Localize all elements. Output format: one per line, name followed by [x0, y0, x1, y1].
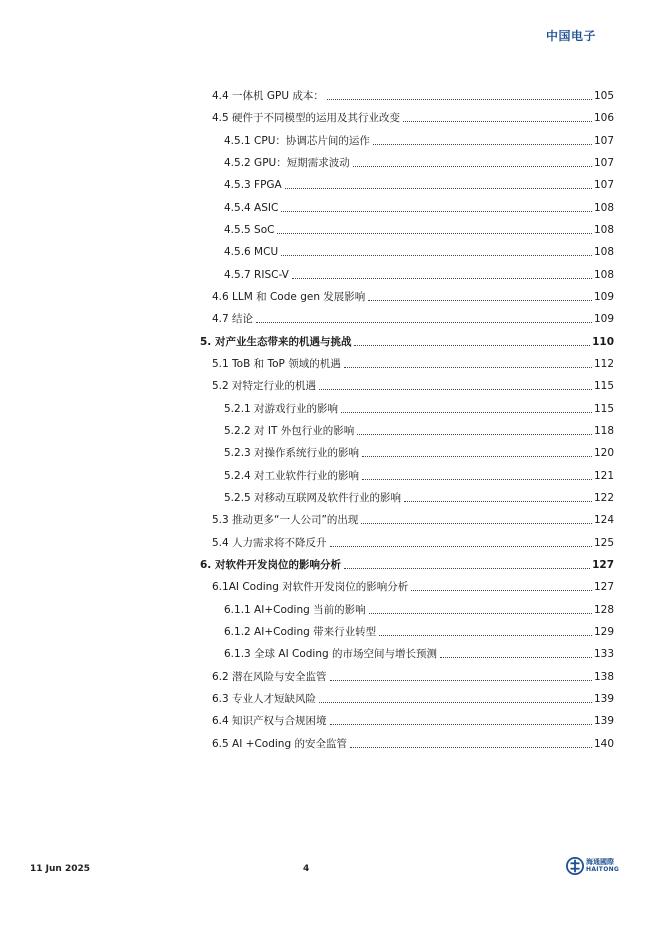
toc-entry[interactable] — [224, 400, 614, 416]
toc-entry-title: 4.5.7 RISC-V — [224, 269, 289, 281]
toc-entry[interactable] — [224, 623, 614, 639]
toc-entry[interactable] — [224, 154, 614, 170]
toc-dot-leader — [319, 702, 592, 703]
toc-entry-page: 124 — [593, 514, 614, 526]
toc-entry-page: 139 — [593, 693, 614, 705]
toc-entry-title: 4.5.5 SoC — [224, 224, 275, 236]
toc-entry[interactable] — [224, 243, 614, 259]
toc-entry-title: 6.1.1 AI+Coding 当前的影响 — [224, 604, 366, 616]
toc-dot-leader — [411, 590, 592, 591]
toc-entry-page: 125 — [593, 537, 614, 549]
toc-dot-leader — [319, 389, 592, 390]
toc-entry-page: 127 — [592, 559, 614, 571]
toc-entry[interactable] — [212, 735, 614, 751]
toc-entry[interactable] — [224, 176, 614, 192]
toc-dot-leader — [440, 657, 592, 658]
toc-dot-leader — [256, 322, 592, 323]
toc-entry-title: 5.2 对特定行业的机遇 — [212, 380, 317, 392]
toc-entry-title: 4.5 硬件于不同模型的运用及其行业改变 — [212, 112, 401, 124]
toc-entry-title: 6.2 潜在风险与安全监管 — [212, 671, 327, 683]
haitong-logo-icon — [566, 857, 584, 875]
toc-entry-page: 118 — [593, 425, 614, 437]
toc-dot-leader — [373, 144, 592, 145]
toc-entry-title: 4.5.3 FPGA — [224, 179, 282, 191]
toc-dot-leader — [403, 121, 592, 122]
toc-entry[interactable] — [212, 578, 614, 594]
logo-english-name: HAITONG — [586, 866, 620, 873]
report-header-title: 中国电子 — [546, 29, 597, 43]
toc-dot-leader — [368, 300, 592, 301]
toc-entry-page: 107 — [593, 135, 614, 147]
toc-entry-title: 6.3 专业人才短缺风险 — [212, 693, 317, 705]
toc-dot-leader — [344, 367, 592, 368]
toc-entry-page: 112 — [593, 358, 614, 370]
toc-dot-leader — [344, 568, 590, 569]
footer-date: 11 Jun 2025 — [30, 864, 91, 874]
toc-entry[interactable] — [224, 266, 614, 282]
toc-entry-title: 6.1AI Coding 对软件开发岗位的影响分析 — [212, 581, 409, 593]
toc-entry[interactable] — [212, 355, 614, 371]
toc-entry-page: 139 — [593, 715, 614, 727]
toc-entry[interactable] — [212, 712, 614, 728]
toc-dot-leader — [281, 211, 592, 212]
toc-dot-leader — [362, 456, 592, 457]
toc-entry[interactable] — [224, 467, 614, 483]
toc-dot-leader — [369, 613, 592, 614]
toc-entry-title: 4.5.1 CPU：协调芯片间的运作 — [224, 135, 370, 147]
toc-entry[interactable] — [212, 109, 614, 125]
toc-entry-page: 120 — [593, 447, 614, 459]
toc-dot-leader — [379, 635, 592, 636]
footer-page-number: 4 — [303, 864, 310, 874]
toc-dot-leader — [362, 479, 592, 480]
toc-entry-title: 4.6 LLM 和 Code gen 发展影响 — [212, 291, 366, 303]
toc-entry-page: 107 — [593, 179, 614, 191]
toc-entry-title: 5.2.2 对 IT 外包行业的影响 — [224, 425, 355, 437]
toc-dot-leader — [361, 523, 592, 524]
haitong-logo — [566, 857, 619, 875]
toc-entry[interactable] — [212, 534, 614, 550]
toc-entry[interactable] — [212, 288, 614, 304]
toc-entry-title: 6. 对软件开发岗位的影响分析 — [200, 559, 341, 571]
toc-entry[interactable] — [212, 668, 614, 684]
toc-entry-title: 4.5.2 GPU：短期需求波动 — [224, 157, 350, 169]
toc-entry-title: 5.2.1 对游戏行业的影响 — [224, 403, 339, 415]
toc-entry-page: 129 — [593, 626, 614, 638]
toc-dot-leader — [357, 434, 592, 435]
toc-entry-page: 106 — [593, 112, 614, 124]
toc-entry-page: 115 — [593, 403, 614, 415]
toc-entry-title: 6.5 AI +Coding 的安全监管 — [212, 738, 347, 750]
toc-entry-title: 5.2.3 对操作系统行业的影响 — [224, 447, 360, 459]
toc-entry-title: 4.4 一体机 GPU 成本： — [212, 90, 324, 102]
toc-dot-leader — [330, 724, 592, 725]
toc-entry[interactable] — [212, 377, 614, 393]
toc-entry-title: 6.4 知识产权与合规困境 — [212, 715, 327, 727]
toc-entry[interactable] — [224, 489, 614, 505]
toc-entry-title: 4.5.4 ASIC — [224, 202, 279, 214]
toc-entry-title: 5. 对产业生态带来的机遇与挑战 — [200, 336, 352, 348]
toc-dot-leader — [327, 99, 592, 100]
toc-entry-title: 6.1.3 全球 AI Coding 的市场空间与增长预测 — [224, 648, 438, 660]
toc-entry[interactable] — [212, 690, 614, 706]
toc-entry[interactable] — [224, 221, 614, 237]
toc-entry-title: 5.1 ToB 和 ToP 领域的机遇 — [212, 358, 341, 370]
toc-entry-page: 108 — [593, 224, 614, 236]
logo-chinese-name: 海通國際 — [586, 858, 614, 866]
toc-entry[interactable] — [224, 199, 614, 215]
toc-entry-page: 110 — [592, 336, 614, 348]
toc-entry-page: 122 — [593, 492, 614, 504]
toc-entry-title: 5.2.5 对移动互联网及软件行业的影响 — [224, 492, 402, 504]
toc-entry-title: 5.4 人力需求将不降反升 — [212, 537, 327, 549]
toc-entry-title: 4.5.6 MCU — [224, 246, 279, 258]
toc-entry-page: 108 — [593, 269, 614, 281]
haitong-logo-text — [586, 858, 619, 874]
toc-dot-leader — [341, 412, 592, 413]
toc-entry[interactable] — [212, 87, 614, 103]
toc-entry-title: 4.7 结论 — [212, 313, 254, 325]
toc-dot-leader — [404, 501, 592, 502]
toc-entry-title: 6.1.2 AI+Coding 带来行业转型 — [224, 626, 377, 638]
toc-entry-title: 5.3 推动更多“一人公司”的出现 — [212, 514, 359, 526]
toc-entry-page: 133 — [593, 648, 614, 660]
toc-entry[interactable] — [224, 422, 614, 438]
toc-entry-title: 5.2.4 对工业软件行业的影响 — [224, 470, 360, 482]
toc-entry-page: 109 — [593, 313, 614, 325]
toc-entry[interactable] — [224, 645, 614, 661]
toc-dot-leader — [277, 233, 591, 234]
toc-entry[interactable] — [212, 310, 614, 326]
toc-entry-page: 121 — [593, 470, 614, 482]
toc-entry-page: 127 — [593, 581, 614, 593]
toc-dot-leader — [285, 188, 592, 189]
toc-dot-leader — [281, 255, 592, 256]
toc-entry[interactable] — [212, 511, 614, 527]
toc-dot-leader — [353, 166, 592, 167]
toc-dot-leader — [330, 680, 592, 681]
toc-entry[interactable] — [224, 444, 614, 460]
toc-entry-page: 105 — [593, 90, 614, 102]
toc-dot-leader — [292, 278, 592, 279]
toc-entry-page: 140 — [593, 738, 614, 750]
toc-dot-leader — [350, 747, 592, 748]
toc-entry[interactable] — [200, 556, 614, 572]
toc-entry-page: 107 — [593, 157, 614, 169]
toc-entry[interactable] — [200, 333, 614, 349]
toc-dot-leader — [330, 546, 592, 547]
toc-entry-page: 108 — [593, 202, 614, 214]
toc-dot-leader — [354, 345, 590, 346]
toc-entry-page: 128 — [593, 604, 614, 616]
toc-entry-page: 138 — [593, 671, 614, 683]
toc-entry-page: 109 — [593, 291, 614, 303]
toc-entry[interactable] — [224, 601, 614, 617]
toc-entry-page: 108 — [593, 246, 614, 258]
toc-entry-page: 115 — [593, 380, 614, 392]
toc-entry[interactable] — [224, 132, 614, 148]
